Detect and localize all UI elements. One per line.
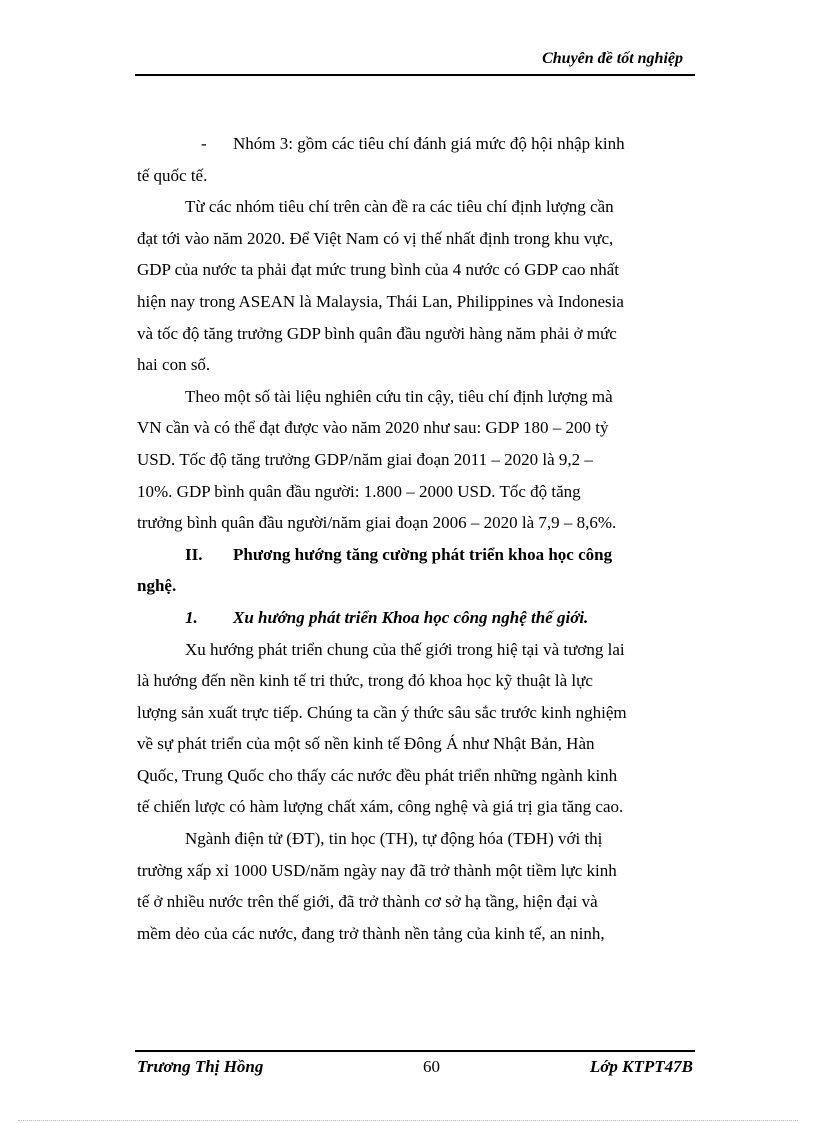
paragraph-line: hai con số. <box>137 355 211 375</box>
paragraph-line: VN cần và có thể đạt được vào năm 2020 như sau: GDP 180 – 200 tỷ <box>137 418 609 438</box>
bullet-text-continued: tế quốc tế. <box>137 165 208 185</box>
section-number: II. <box>185 544 203 564</box>
paragraph-line: 10%. GDP bình quân đầu người: 1.800 – 2000 USD. Tốc độ tăng <box>137 481 581 501</box>
bullet-text: Nhóm 3: gồm các tiêu chí đánh giá mức độ hội nhập kinh <box>233 134 625 153</box>
paragraph-line: USD. Tốc độ tăng trưởng GDP/năm giai đoạn 2011 – 2020 là 9,2 – <box>137 449 593 469</box>
footer-author: Trương Thị Hồng <box>137 1057 264 1076</box>
paragraph-line: Xu hướng phát triển chung của thế giới trong hiệ tại và tương lai <box>185 639 625 659</box>
section-title-continued: nghệ. <box>137 576 177 596</box>
page-number: 60 <box>423 1057 440 1076</box>
paragraph-line: Từ các nhóm tiêu chí trên càn đề ra các tiêu chí định lượng cần <box>185 197 614 217</box>
subsection-heading <box>137 602 695 634</box>
paragraph-line: đạt tới vào năm 2020. Để Việt Nam có vị thế nhất định trong khu vực, <box>137 228 614 248</box>
paragraph-line: và tốc độ tăng trưởng GDP bình quân đầu người hàng năm phải ở mức <box>137 323 617 343</box>
subsection-number: 1. <box>185 607 198 627</box>
paragraph-line: Theo một số tài liệu nghiên cứu tin cậy, tiêu chí định lượng mà <box>185 386 613 406</box>
paragraph-line: Ngành điện tử (ĐT), tin học (TH), tự động hóa (TĐH) với thị <box>185 829 603 849</box>
section-title: Phương hướng tăng cường phát triển khoa học công <box>233 544 613 564</box>
footer-class: Lớp KTPT47B <box>589 1057 693 1076</box>
paragraph-line: về sự phát triển của một số nền kinh tế Đông Á như Nhật Bản, Hàn <box>137 734 595 754</box>
paragraph-line: Quốc, Trung Quốc cho thấy các nước đều phát triển những ngành kinh <box>137 765 618 785</box>
subsection-title: Xu hướng phát triển Khoa học công nghệ thế giới. <box>233 607 589 627</box>
paragraph-line: lượng sản xuất trực tiếp. Chúng ta cần ý thức sâu sắc trước kinh nghiệm <box>137 702 627 722</box>
page-footer <box>135 1050 695 1082</box>
paragraph-line: là hướng đến nền kinh tế tri thức, trong đó khoa học kỹ thuật là lực <box>137 671 593 691</box>
paragraph-line: GDP của nước ta phải đạt mức trung bình của 4 nước có GDP cao nhất <box>137 260 619 280</box>
page-header <box>135 46 695 76</box>
page-edge-divider <box>18 1120 798 1121</box>
bullet-line <box>137 128 695 160</box>
paragraph-line: hiện nay trong ASEAN là Malaysia, Thái Lan, Philippines và Indonesia <box>137 291 624 311</box>
section-heading <box>137 539 695 571</box>
paragraph-line: trường xấp xỉ 1000 USD/năm ngày nay đã trở thành một tiềm lực kinh <box>137 860 617 880</box>
document-body <box>137 128 695 949</box>
paragraph-line: mềm dẻo của các nước, đang trở thành nền tảng của kinh tế, an ninh, <box>137 923 605 943</box>
paragraph-line: tế chiến lược có hàm lượng chất xám, công nghệ và giá trị gia tăng cao. <box>137 797 624 817</box>
paragraph-line: tế ở nhiều nước trên thế giới, đã trở thành cơ sở hạ tầng, hiện đại và <box>137 892 598 912</box>
bullet-dash: - <box>201 134 207 153</box>
paragraph-line: trưởng bình quân đầu người/năm giai đoạn 2006 – 2020 là 7,9 – 8,6%. <box>137 513 617 533</box>
header-title: Chuyên đề tốt nghiệp <box>542 50 683 67</box>
